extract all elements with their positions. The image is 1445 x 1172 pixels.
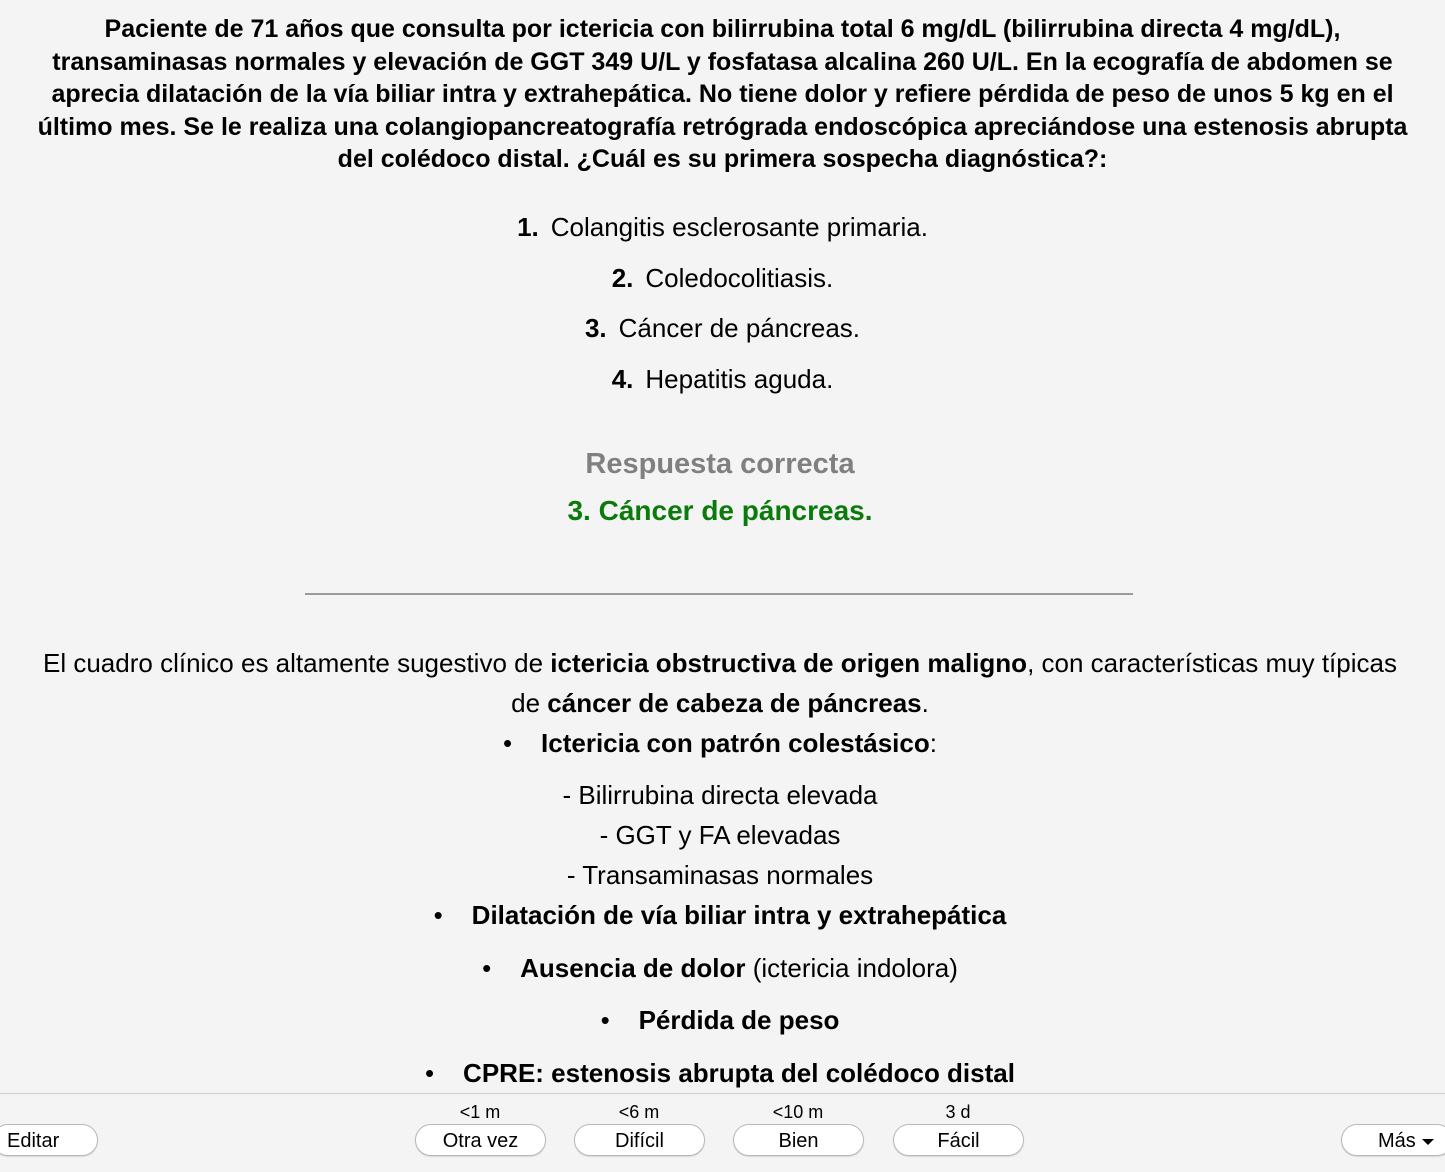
- bullet-bold-text: Pérdida de peso: [638, 1005, 840, 1035]
- intro-text: .: [921, 688, 929, 718]
- bullet-icon: •: [503, 728, 513, 758]
- option-number: 4.: [611, 363, 634, 394]
- bullet-icon: •: [482, 952, 492, 983]
- option-number: 3.: [584, 313, 607, 343]
- bullet-item-weight-loss: [0, 1000, 1440, 1053]
- option-number: 2.: [611, 262, 634, 293]
- option-2: [0, 259, 1445, 310]
- ease-interval-again: <1 m: [459, 1102, 501, 1122]
- option-text: Hepatitis aguda.: [645, 363, 834, 394]
- more-button[interactable]: [1341, 1124, 1445, 1156]
- answer-heading: Respuesta correcta: [585, 448, 855, 480]
- explanation: [0, 643, 1440, 1093]
- answer-text: 3. Cáncer de páncreas.: [567, 495, 873, 526]
- bullet-item-dilation: [0, 895, 1440, 948]
- bullet-bold-text: Ausencia de dolor: [520, 952, 746, 983]
- good-button[interactable]: Bien: [733, 1124, 864, 1156]
- option-1: [0, 208, 1445, 259]
- bullet-bold-text: CPRE: estenosis abrupta del colédoco distal: [463, 1057, 1015, 1088]
- option-number: 1.: [517, 212, 539, 242]
- more-label: Más: [1378, 1130, 1416, 1152]
- option-3: [0, 309, 1445, 360]
- option-text: Coledocolitiasis.: [645, 262, 834, 293]
- bullet-text: :: [929, 728, 937, 758]
- bullet-list: [0, 895, 1440, 1093]
- bullet-item-cpre: [0, 1053, 1440, 1094]
- option-text: Cáncer de páncreas.: [618, 313, 861, 343]
- option-4: [0, 360, 1445, 411]
- explanation-intro: [35, 643, 1405, 723]
- intro-text: El cuadro clínico es altamente sugestivo de: [43, 648, 551, 678]
- caret-down-icon: [1422, 1139, 1434, 1145]
- again-button[interactable]: Otra vez: [415, 1124, 546, 1156]
- question-text: Paciente de 71 años que consulta por ictericia con bilirrubina total 6 mg/dL (bilirrubina directa 4 mg/dL), transaminasas normales y elevación de GGT 349 U/L y fosfatasa alcalina 260 U/L. En la ecografía de abdomen se aprecia dilatación de la vía biliar intra y extrahepática. No tiene dolor y refiere pérdida de peso de unos 5 kg en el último mes. Se le realiza una colangiopancreatografía retrógrada endoscópica apreciándose una estenosis abrupta del colédoco distal. ¿Cuál es su primera sospecha diagnóstica?:: [37, 15, 1408, 173]
- easy-button[interactable]: Fácil: [893, 1124, 1024, 1156]
- edit-button[interactable]: Editar: [0, 1124, 98, 1156]
- ease-interval-easy: 3 d: [945, 1102, 971, 1122]
- bullet-icon: •: [425, 1057, 435, 1088]
- sub-item: - Transaminasas normales: [566, 860, 874, 890]
- sub-item: - Bilirrubina directa elevada: [562, 780, 878, 810]
- bullet-text: (ictericia indolora): [745, 952, 958, 983]
- sub-item: - GGT y FA elevadas: [599, 820, 841, 850]
- bullet-bold-text: Dilatación de vía biliar intra y extrahepática: [471, 900, 1007, 930]
- options-list: [0, 208, 1445, 410]
- option-text: Colangitis esclerosante primaria.: [550, 212, 928, 242]
- sub-list: [0, 763, 1440, 895]
- intro-text: , con características muy típicas de: [511, 648, 1397, 718]
- bullet-item-jaundice: [0, 723, 1440, 763]
- bullet-icon: •: [600, 1005, 610, 1035]
- review-bottom-bar: [0, 1093, 1445, 1172]
- intro-bold-text: cáncer de cabeza de páncreas: [547, 688, 922, 718]
- hard-button[interactable]: Difícil: [574, 1124, 705, 1156]
- ease-interval-hard: <6 m: [618, 1102, 660, 1122]
- divider: [305, 593, 1133, 595]
- intro-bold-text: ictericia obstructiva de origen maligno: [550, 648, 1028, 678]
- bullet-icon: •: [433, 900, 443, 930]
- bullet-item-no-pain: [0, 948, 1440, 1001]
- ease-interval-good: <10 m: [772, 1102, 824, 1122]
- bullet-bold-text: Ictericia con patrón colestásico: [541, 728, 930, 758]
